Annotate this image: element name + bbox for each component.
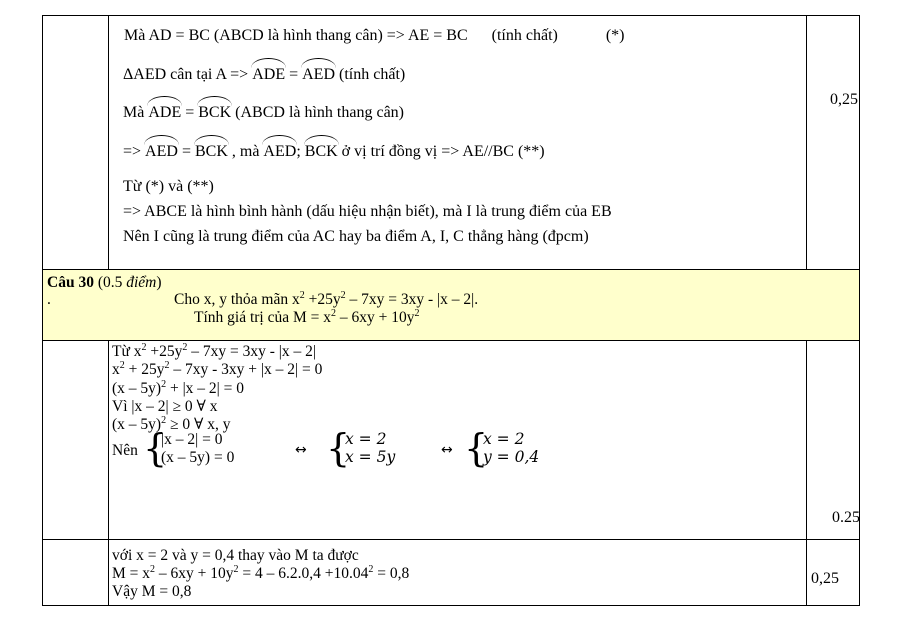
score-part-b: 0.25 <box>832 509 860 526</box>
substitute-line: với x = 2 và y = 0,4 thay vào M ta được <box>112 547 359 564</box>
system-brace-2: { <box>326 426 351 470</box>
step-1: Từ $x^2 +25y^2 - 7xy = 3xy - |x - 2|$ <box>112 342 316 360</box>
line-ad-bc: Mà AD = BC (ABCD là hình thang cân) => AE = BC (tính chất) (*) <box>124 27 625 44</box>
solution-content-c <box>109 540 806 605</box>
line-parallelogram: => ABCE là hình bình hành (dấu hiệu nhận biết), mà I là trung điểm của EB <box>123 203 612 220</box>
score-part-a: 0,25 <box>830 91 858 108</box>
question-ask: Tính giá trị của $M = x^2 - 6xy + 10y^2$ <box>194 308 420 326</box>
line-conclusion: Nên I cũng là trung điểm của AC hay ba điểm A, I, C thẳng hàng (đpcm) <box>123 228 589 245</box>
system-2-line-1: x = 2 <box>345 430 387 448</box>
system-1-line-1: |x – 2| = 0 <box>161 431 223 448</box>
question-dot: . <box>47 291 51 308</box>
solution-content <box>109 16 806 270</box>
question-row <box>42 269 860 341</box>
question-heading: Câu 30 (0.5 điểm) <box>47 274 162 291</box>
step-3: (x – 5y)$^2$ + |x – 2| = 0 <box>112 379 245 397</box>
step-2: $x^2 + 25y^2 - 7xy - 3xy + |x - 2| = 0$ <box>112 360 323 378</box>
step-5: (x – 5y)$^2$ ≥ 0 ∀ x, y <box>112 415 231 433</box>
system-3-line-1: x = 2 <box>483 430 525 448</box>
solution-row-part-b <box>42 340 860 540</box>
line-from-star: Từ (*) và (**) <box>123 178 214 195</box>
result-line: Vậy M = 0,8 <box>112 583 192 600</box>
system-brace-1: { <box>143 426 168 470</box>
system-brace-3: { <box>464 426 489 470</box>
equivalent-arrow-2: ↔ <box>441 442 453 458</box>
line-aed-isosceles: ΔAED cân tại A => ADE = AED (tính chất) <box>123 66 406 83</box>
line-ade-bck: Mà ADE = BCK (ABCD là hình thang cân) <box>123 104 405 121</box>
compute-line: $M = x^2 - 6xy + 10y^2 = 4 - 6.2.0,4 +10.04^2 = 0,8$ <box>112 564 410 582</box>
step-4: Vì |x – 2| ≥ 0 ∀ x <box>112 398 218 415</box>
system-2-line-2: x = 5y <box>345 448 396 466</box>
system-3-line-2: y = 0,4 <box>483 448 540 466</box>
score-part-c: 0,25 <box>811 570 839 587</box>
system-1-line-2: (x – 5y) = 0 <box>161 449 235 466</box>
equivalent-arrow-1: ↔ <box>295 442 307 458</box>
question-label: Câu 30 <box>47 274 94 291</box>
solution-content-b <box>109 341 806 540</box>
question-given: Cho x, y thỏa mãn $x^2 +25y^2 - 7xy = 3xy - |x - 2|$. <box>174 290 479 308</box>
solution-row-part-c <box>42 539 860 606</box>
step-nen: Nên <box>112 442 138 459</box>
solution-row-part-a <box>42 15 860 270</box>
line-corresponding-angles: => AED = BCK , mà AED; BCK ở vị trí đồng vị => AE//BC (**) <box>123 143 545 160</box>
